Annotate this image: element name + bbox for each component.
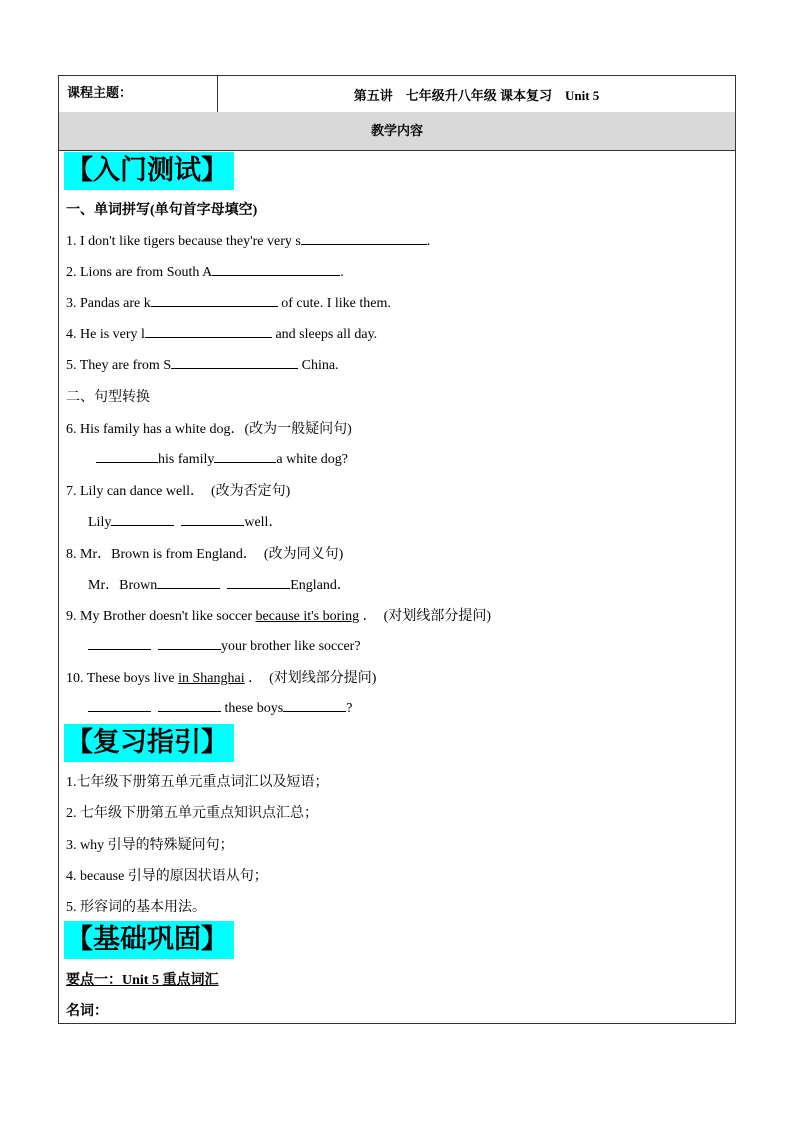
question-10 xyxy=(66,667,376,687)
q10-mid: these boys xyxy=(221,701,284,716)
question-6: 6. His family has a white dog．(改为一般疑问句) xyxy=(66,422,352,437)
review-item-1: 1.七年级下册第五单元重点词汇以及短语； xyxy=(66,775,329,790)
question-10-answer xyxy=(88,698,352,717)
question-6-answer xyxy=(96,449,348,468)
q5-blank[interactable] xyxy=(171,355,298,369)
q10-ans-post: ? xyxy=(346,701,353,716)
point-1-title: 要点一：Unit 5 重点词汇 xyxy=(66,973,219,988)
q4-text: 4. He is very l xyxy=(66,327,145,342)
q9-text: 9. My Brother doesn't like soccer xyxy=(66,609,256,624)
q5-post: China. xyxy=(298,358,339,373)
q9-post: ． (对划线部分提问) xyxy=(359,609,491,624)
q1-text: 1. I don't like tigers because they're very s xyxy=(66,234,301,249)
q6-post: a white dog? xyxy=(276,452,348,467)
q6-mid: his family xyxy=(158,452,215,467)
entry-test-banner: 【入门测试】 xyxy=(64,152,234,190)
q10-blank-2[interactable] xyxy=(158,698,221,712)
q5-text: 5. They are from S xyxy=(66,358,172,373)
review-item-2: 2. 七年级下册第五单元重点知识点汇总； xyxy=(66,806,318,821)
q3-blank[interactable] xyxy=(151,293,278,307)
q6-blank-2[interactable] xyxy=(214,449,276,463)
q7-pre: Lily xyxy=(88,515,112,530)
q9-blank-2[interactable] xyxy=(158,636,221,650)
part1-title: 一、单词拼写(单句首字母填空) xyxy=(66,203,258,218)
q8-blank-1[interactable] xyxy=(157,575,220,589)
review-item-5: 5. 形容词的基本用法。 xyxy=(66,900,206,915)
q9-ans-post: your brother like soccer? xyxy=(221,639,361,654)
question-2 xyxy=(66,262,344,281)
q7-post: well． xyxy=(244,515,283,530)
question-7: 7. Lily can dance well． (改为否定句) xyxy=(66,484,291,499)
review-guide-banner: 【复习指引】 xyxy=(64,724,234,762)
content-label: 教学内容 xyxy=(59,112,735,151)
lesson-title: 第五讲 七年级升八年级 课本复习 Unit 5 xyxy=(353,88,600,103)
q10-underlined: in Shanghai xyxy=(178,671,245,686)
review-item-3: 3. why 引导的特殊疑问句； xyxy=(66,838,234,853)
q2-blank[interactable] xyxy=(212,262,340,276)
q8-post: England． xyxy=(290,578,351,593)
nouns-label: 名词： xyxy=(66,1004,108,1019)
q10-blank-3[interactable] xyxy=(283,698,346,712)
q10-text: 10. These boys live xyxy=(66,671,179,686)
question-9 xyxy=(66,605,491,625)
header-row xyxy=(59,76,735,113)
question-4 xyxy=(66,324,377,343)
question-5 xyxy=(66,355,339,374)
topic-label: 课程主题： xyxy=(59,76,218,112)
question-7-answer xyxy=(88,511,282,531)
q4-blank[interactable] xyxy=(145,324,272,338)
q10-blank-1[interactable] xyxy=(88,698,151,712)
q3-post: of cute. I like them. xyxy=(277,296,391,311)
question-8: 8. Mr．Brown is from England． (改为同义句) xyxy=(66,547,344,562)
q7-blank-1[interactable] xyxy=(111,512,174,526)
question-1 xyxy=(66,231,430,250)
q10-post: ． (对划线部分提问) xyxy=(244,671,377,686)
q2-post: . xyxy=(340,265,344,280)
q9-underlined: because it's boring xyxy=(255,609,360,624)
question-9-answer xyxy=(88,636,361,655)
q7-blank-2[interactable] xyxy=(181,512,244,526)
basics-banner: 【基础巩固】 xyxy=(64,921,234,959)
q9-blank-1[interactable] xyxy=(88,636,151,650)
review-item-4: 4. because 引导的原因状语从句； xyxy=(66,869,268,884)
q8-blank-2[interactable] xyxy=(227,575,290,589)
q8-pre: Mr．Brown xyxy=(88,578,158,593)
q2-text: 2. Lions are from South A xyxy=(66,265,213,280)
q6-blank-1[interactable] xyxy=(96,449,158,463)
q1-blank[interactable] xyxy=(301,231,427,245)
part2-title: 二、句型转换 xyxy=(66,390,150,405)
question-8-answer xyxy=(88,574,351,594)
question-3 xyxy=(66,293,391,312)
q3-text: 3. Pandas are k xyxy=(66,296,151,311)
q4-post: and sleeps all day. xyxy=(271,327,378,342)
q1-post: . xyxy=(426,234,431,249)
